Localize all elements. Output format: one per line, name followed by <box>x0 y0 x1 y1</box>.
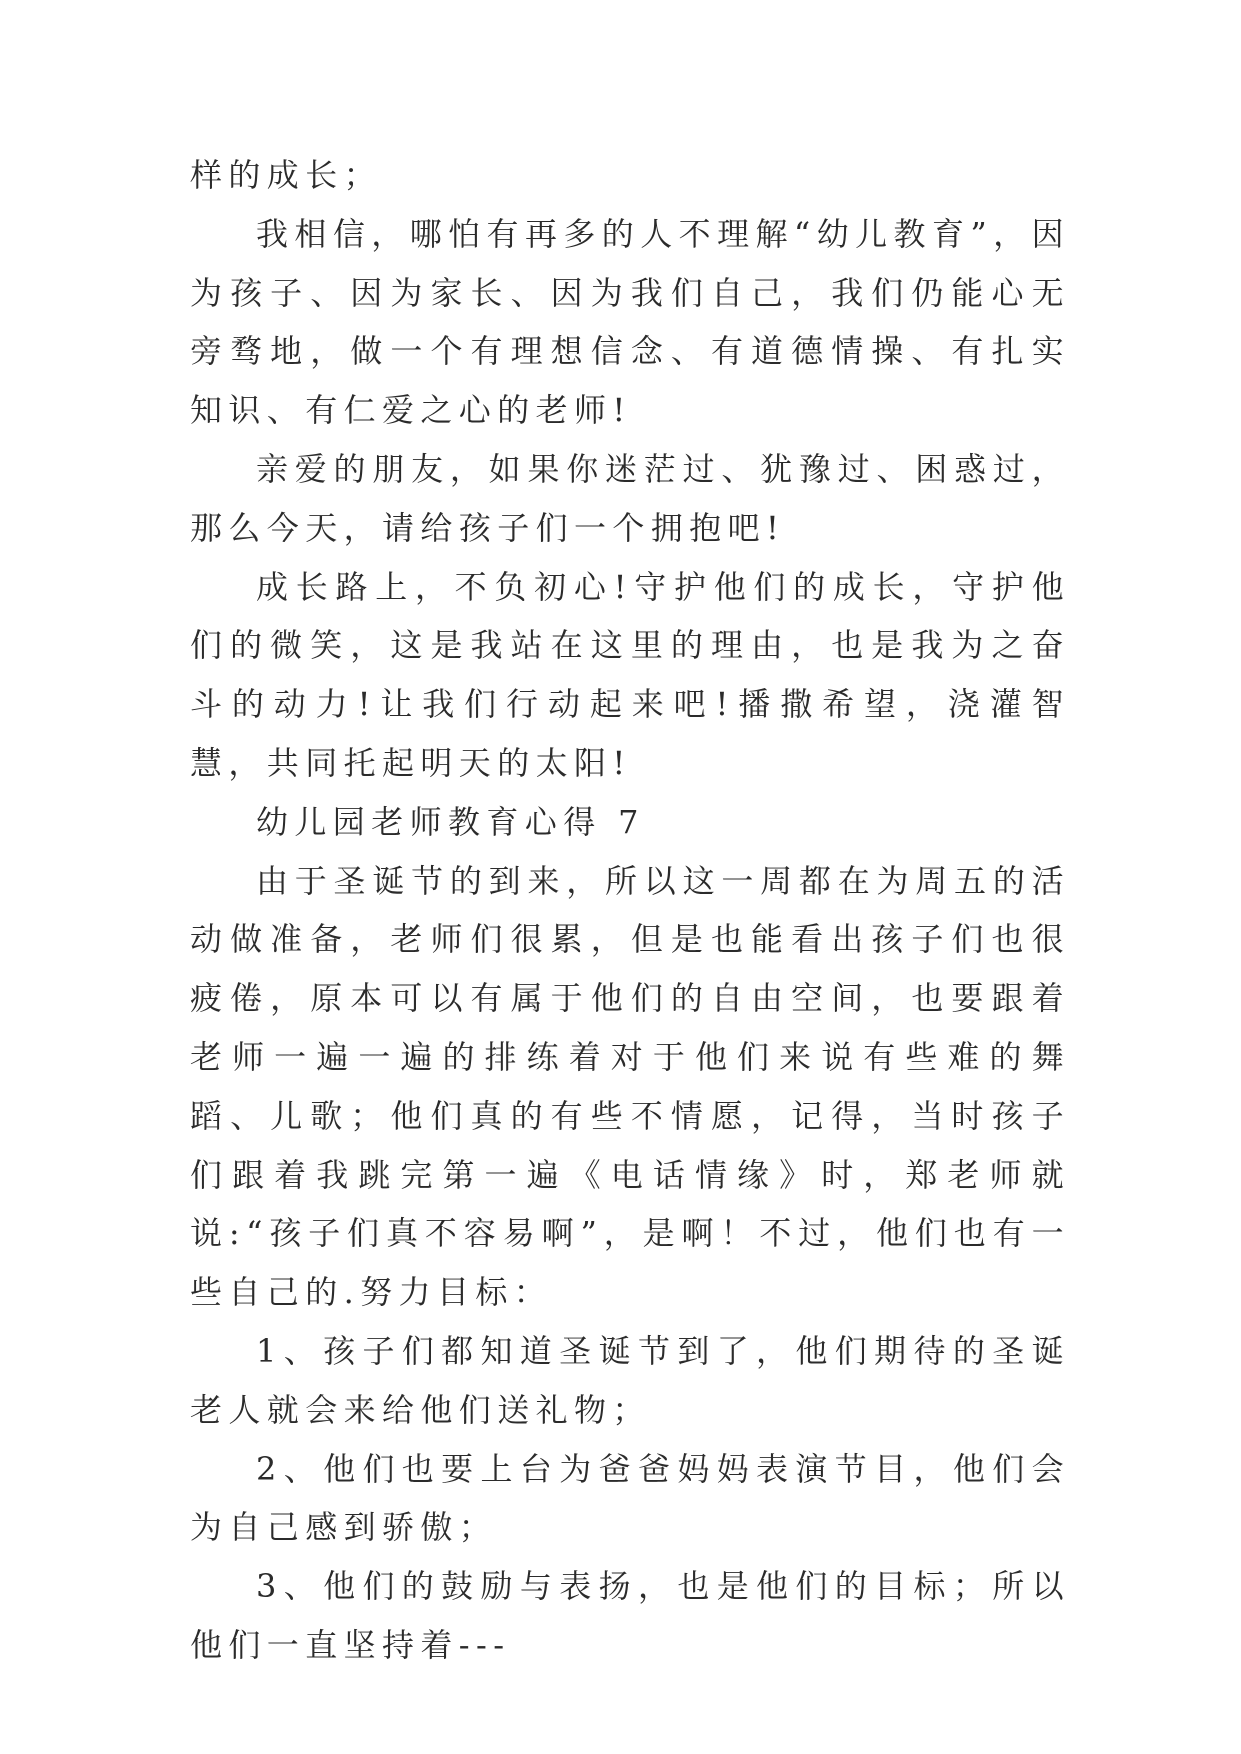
document-body <box>190 146 1070 1675</box>
paragraph: 由于圣诞节的到来，所以这一周都在为周五的活动做准备，老师们很累，但是也能看出孩子们也很疲倦，原本可以有属于他们的自由空间，也要跟着老师一遍一遍的排练着对于他们来说有些难的舞蹈、儿歌；他们真的有些不情愿，记得，当时孩子们跟着我跳完第一遍《电话情缘》时，郑老师就说:“孩子们真不容易啊”，是啊！不过，他们也有一些自己的.努力目标： <box>190 861 1070 1312</box>
list-item: 2、他们也要上台为爸爸妈妈表演节目，他们会为自己感到骄傲； <box>190 1449 1070 1547</box>
paragraph: 我相信，哪怕有再多的人不理解“幼儿教育”，因为孩子、因为家长、因为我们自己，我们仍能心无旁骛地，做一个有理想信念、有道德情操、有扎实知识、有仁爱之心的老师! <box>190 214 1070 430</box>
paragraph: 成长路上，不负初心!守护他们的成长，守护他们的微笑，这是我站在这里的理由，也是我为之奋斗的动力!让我们行动起来吧!播撒希望，浇灌智慧，共同托起明天的太阳! <box>190 567 1070 782</box>
list-item: 3、他们的鼓励与表扬，也是他们的目标；所以他们一直坚持着--- <box>190 1567 1070 1664</box>
list-item: 1、孩子们都知道圣诞节到了，他们期待的圣诞老人就会来给他们送礼物； <box>190 1331 1070 1429</box>
section-heading: 幼儿园老师教育心得 7 <box>256 802 645 841</box>
paragraph: 亲爱的朋友，如果你迷茫过、犹豫过、困惑过，那么今天，请给孩子们一个拥抱吧! <box>190 449 1070 547</box>
paragraph: 样的成长； <box>190 156 383 194</box>
